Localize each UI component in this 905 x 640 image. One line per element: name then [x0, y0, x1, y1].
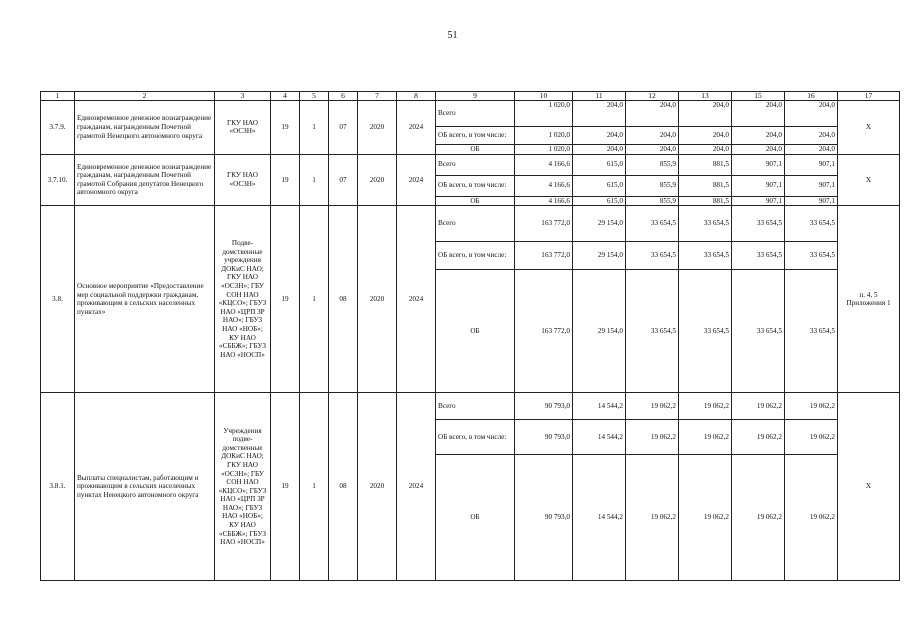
value-cell: 19 062,2: [679, 420, 732, 455]
header-cell: 13: [679, 92, 732, 101]
measure-name: Единовременное денежное вознаграждение гражданам, награжденным Почетной грамотой Собрания депутатов Ненецкого автономного округа: [75, 154, 215, 206]
reference-cell: X: [838, 101, 900, 155]
measure-name: Выплаты специалистам, работающим и проживающим в сельских населенных пунктах Ненецкого автономного округа: [75, 393, 215, 581]
value-cell: 204,0: [626, 145, 679, 155]
code-cell: 1: [300, 206, 329, 393]
value-cell: 907,1: [785, 154, 838, 175]
header-cell: 10: [515, 92, 573, 101]
code-cell: 19: [271, 101, 300, 155]
value-cell: 163 772,0: [515, 242, 573, 270]
value-cell: 33 654,5: [785, 242, 838, 270]
program-table: [40, 91, 900, 581]
code-cell: 07: [329, 154, 358, 206]
code-cell: 19: [271, 206, 300, 393]
value-cell: 19 062,2: [732, 393, 785, 420]
value-cell: 907,1: [732, 196, 785, 206]
value-cell: 855,9: [626, 175, 679, 196]
funding-label: Всего: [436, 206, 515, 242]
value-cell: 163 772,0: [515, 206, 573, 242]
value-cell: 29 154,0: [573, 242, 626, 270]
table-row: [41, 206, 900, 242]
value-cell: 204,0: [732, 101, 785, 127]
value-cell: 204,0: [573, 101, 626, 127]
value-cell: 14 544,2: [573, 393, 626, 420]
header-cell: 7: [358, 92, 397, 101]
value-cell: 1 020,0: [515, 127, 573, 145]
value-cell: 14 544,2: [573, 420, 626, 455]
value-cell: 907,1: [785, 175, 838, 196]
value-cell: 204,0: [573, 145, 626, 155]
value-cell: 33 654,5: [626, 242, 679, 270]
header-cell: 6: [329, 92, 358, 101]
table-row: [41, 101, 900, 127]
funding-label: ОБ всего, в том числе:: [436, 420, 515, 455]
value-cell: 33 654,5: [626, 206, 679, 242]
value-cell: 19 062,2: [732, 455, 785, 581]
value-cell: 855,9: [626, 196, 679, 206]
value-cell: 33 654,5: [679, 270, 732, 393]
value-cell: 19 062,2: [785, 420, 838, 455]
funding-label: ОБ: [436, 270, 515, 393]
value-cell: 881,5: [679, 154, 732, 175]
executor-cell: ГКУ НАО «ОСЗН»: [215, 154, 271, 206]
funding-label: ОБ: [436, 196, 515, 206]
value-cell: 1 020,0: [515, 145, 573, 155]
value-cell: 855,9: [626, 154, 679, 175]
executor-cell: Подве-домственные учреждения ДОКиС НАО; ГКУ НАО «ОСЗН»; ГБУ СОН НАО «КЦСО»; ГБУЗ НАО «ЦРП ЗР НАО»; ГБУЗ НАО «НОБ»; КУ НАО «СББЖ»; ГБУЗ НАО «НОСП»: [215, 206, 271, 393]
code-cell: 1: [300, 101, 329, 155]
value-cell: 204,0: [679, 101, 732, 127]
header-cell: 4: [271, 92, 300, 101]
table-row: [41, 154, 900, 175]
start-year: 2020: [358, 154, 397, 206]
header-cell: 5: [300, 92, 329, 101]
funding-label: Всего: [436, 393, 515, 420]
header-cell: 1: [41, 92, 75, 101]
value-cell: 33 654,5: [679, 206, 732, 242]
row-number: 3.8.1.: [41, 393, 75, 581]
start-year: 2020: [358, 393, 397, 581]
value-cell: 204,0: [626, 101, 679, 127]
value-cell: 19 062,2: [626, 420, 679, 455]
value-cell: 19 062,2: [785, 455, 838, 581]
value-cell: 4 166,6: [515, 196, 573, 206]
header-cell: 16: [785, 92, 838, 101]
code-cell: 19: [271, 154, 300, 206]
value-cell: 907,1: [732, 175, 785, 196]
value-cell: 204,0: [679, 145, 732, 155]
start-year: 2020: [358, 101, 397, 155]
code-cell: 19: [271, 393, 300, 581]
funding-label: ОБ всего, в том числе:: [436, 242, 515, 270]
value-cell: 33 654,5: [626, 270, 679, 393]
value-cell: 907,1: [785, 196, 838, 206]
value-cell: 90 793,0: [515, 455, 573, 581]
value-cell: 33 654,5: [785, 270, 838, 393]
code-cell: 07: [329, 101, 358, 155]
header-cell: 12: [626, 92, 679, 101]
value-cell: 615,0: [573, 154, 626, 175]
value-cell: 33 654,5: [732, 270, 785, 393]
value-cell: 163 772,0: [515, 270, 573, 393]
funding-label: ОБ всего, в том числе:: [436, 127, 515, 145]
value-cell: 19 062,2: [626, 455, 679, 581]
row-number: 3.7.10.: [41, 154, 75, 206]
header-cell: 11: [573, 92, 626, 101]
funding-label: ОБ: [436, 455, 515, 581]
reference-cell: п. 4, 5 Приложения 1: [838, 206, 900, 393]
value-cell: 19 062,2: [679, 393, 732, 420]
end-year: 2024: [397, 154, 436, 206]
value-cell: 204,0: [785, 101, 838, 127]
value-cell: 204,0: [785, 127, 838, 145]
funding-label: Всего: [436, 154, 515, 175]
end-year: 2024: [397, 101, 436, 155]
value-cell: 29 154,0: [573, 206, 626, 242]
code-cell: 1: [300, 154, 329, 206]
value-cell: 615,0: [573, 175, 626, 196]
value-cell: 29 154,0: [573, 270, 626, 393]
code-cell: 08: [329, 393, 358, 581]
value-cell: 19 062,2: [626, 393, 679, 420]
executor-cell: ГКУ НАО «ОСЗН»: [215, 101, 271, 155]
value-cell: 881,5: [679, 175, 732, 196]
value-cell: 19 062,2: [785, 393, 838, 420]
funding-label: Всего: [436, 101, 515, 127]
value-cell: 907,1: [732, 154, 785, 175]
value-cell: 90 793,0: [515, 420, 573, 455]
value-cell: 204,0: [679, 127, 732, 145]
value-cell: 615,0: [573, 196, 626, 206]
value-cell: 19 062,2: [679, 455, 732, 581]
value-cell: 19 062,2: [732, 420, 785, 455]
code-cell: 1: [300, 393, 329, 581]
value-cell: 881,5: [679, 196, 732, 206]
value-cell: 204,0: [785, 145, 838, 155]
measure-name: Единовременное денежное вознаграждение гражданам, награжденным Почетной грамотой Ненецкого автономного округа: [75, 101, 215, 155]
value-cell: 33 654,5: [732, 242, 785, 270]
value-cell: 4 166,6: [515, 154, 573, 175]
header-cell: 17: [838, 92, 900, 101]
header-cell: 9: [436, 92, 515, 101]
table-row: [41, 393, 900, 420]
reference-cell: X: [838, 154, 900, 206]
value-cell: 33 654,5: [785, 206, 838, 242]
value-cell: 204,0: [732, 145, 785, 155]
value-cell: 33 654,5: [679, 242, 732, 270]
start-year: 2020: [358, 206, 397, 393]
value-cell: 204,0: [732, 127, 785, 145]
header-cell: 15: [732, 92, 785, 101]
code-cell: 08: [329, 206, 358, 393]
header-row: [41, 92, 900, 101]
value-cell: 4 166,6: [515, 175, 573, 196]
value-cell: 90 793,0: [515, 393, 573, 420]
header-cell: 2: [75, 92, 215, 101]
end-year: 2024: [397, 206, 436, 393]
value-cell: 204,0: [626, 127, 679, 145]
page-number: 51: [447, 30, 458, 41]
reference-cell: X: [838, 393, 900, 581]
value-cell: 204,0: [573, 127, 626, 145]
value-cell: 1 020,0: [515, 101, 573, 127]
value-cell: 14 544,2: [573, 455, 626, 581]
funding-label: ОБ: [436, 145, 515, 155]
row-number: 3.7.9.: [41, 101, 75, 155]
row-number: 3.8.: [41, 206, 75, 393]
value-cell: 33 654,5: [732, 206, 785, 242]
measure-name: Основное мероприятие «Предоставление мер социальной поддержки гражданам, проживающим в сельских населенных пунктах»: [75, 206, 215, 393]
header-cell: 3: [215, 92, 271, 101]
end-year: 2024: [397, 393, 436, 581]
executor-cell: Учреждения подве-домственные ДОКиС НАО; ГКУ НАО «ОСЗН»; ГБУ СОН НАО «КЦСО»; ГБУЗ НАО «ЦРП ЗР НАО»; ГБУЗ НАО «НОБ»; КУ НАО «СББЖ»; ГБУЗ НАО «НОСП»: [215, 393, 271, 581]
header-cell: 8: [397, 92, 436, 101]
funding-label: ОБ всего, в том числе:: [436, 175, 515, 196]
